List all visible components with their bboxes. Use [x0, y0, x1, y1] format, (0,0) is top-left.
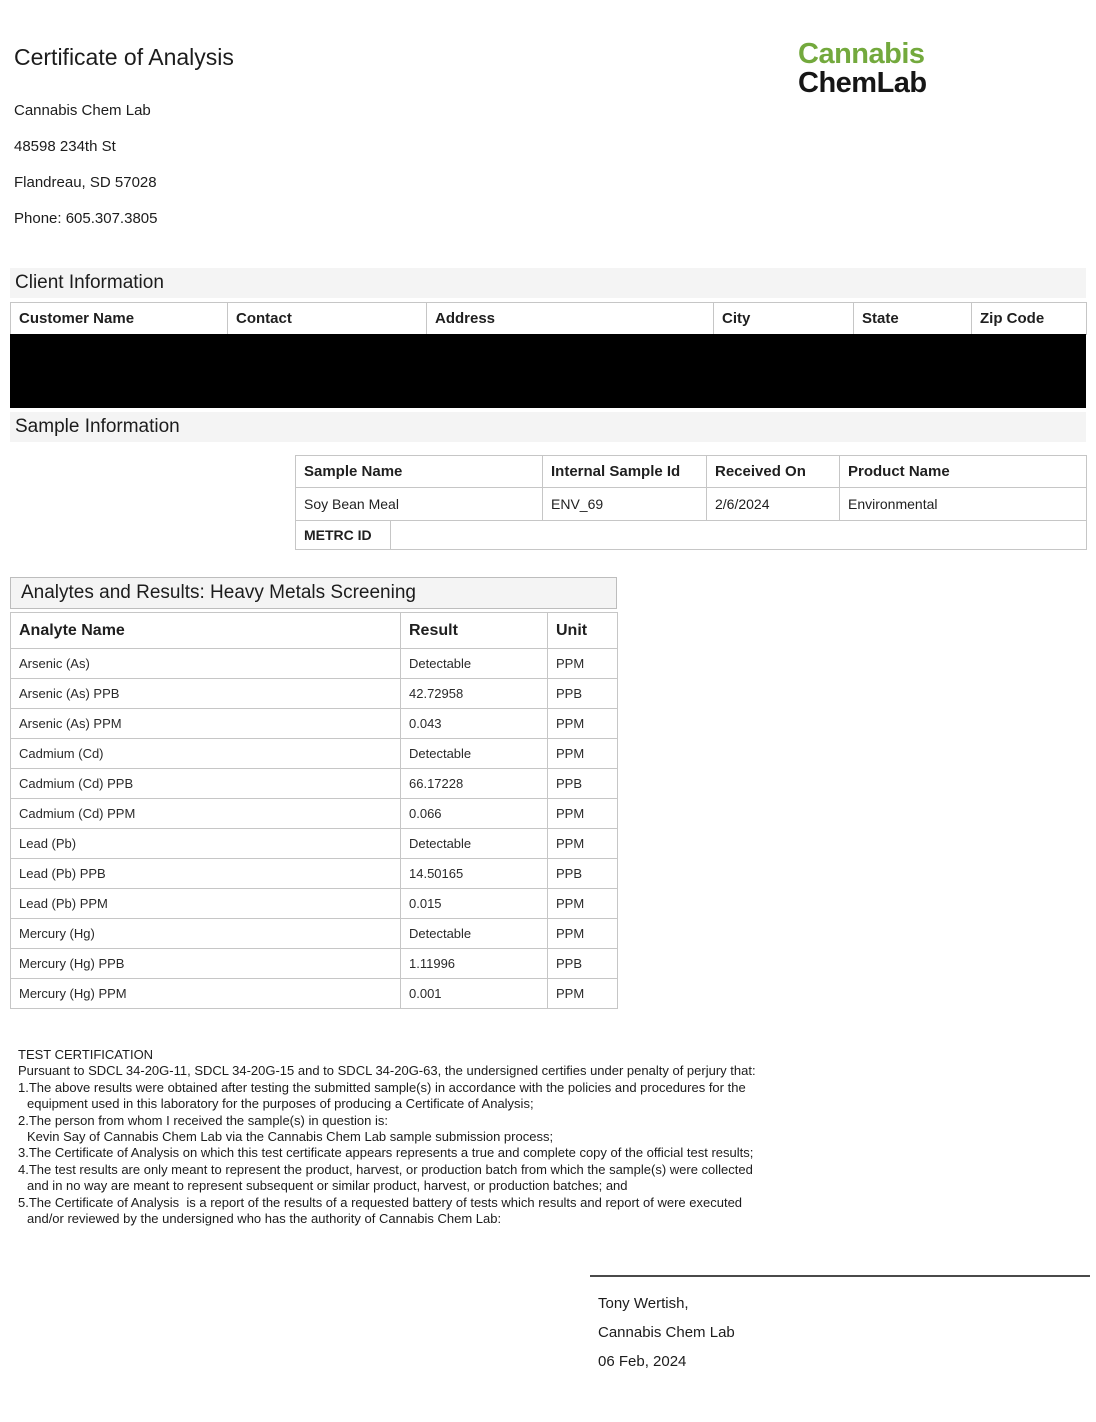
- analyte-unit: PPM: [548, 739, 618, 769]
- table-row: [11, 979, 618, 1009]
- metrc-id-label: METRC ID: [296, 521, 391, 550]
- lab-address-city: Flandreau, SD 57028: [14, 174, 157, 191]
- analyte-name: Arsenic (As) PPB: [11, 679, 401, 709]
- client-info-table: [10, 302, 1087, 335]
- metrc-id-table: [295, 520, 1087, 550]
- col-received-on: Received On: [707, 456, 840, 488]
- col-product-name: Product Name: [840, 456, 1087, 488]
- analyte-name: Lead (Pb) PPB: [11, 859, 401, 889]
- analyte-result: 0.015: [401, 889, 548, 919]
- table-row: [11, 829, 618, 859]
- table-row: [11, 799, 618, 829]
- analyte-unit: PPM: [548, 829, 618, 859]
- col-contact: Contact: [228, 303, 427, 335]
- logo-text-cannabis: Cannabis: [798, 38, 925, 70]
- analyte-name: Mercury (Hg) PPM: [11, 979, 401, 1009]
- analyte-name: Lead (Pb) PPM: [11, 889, 401, 919]
- page-title: Certificate of Analysis: [14, 44, 234, 70]
- col-city: City: [714, 303, 854, 335]
- signatory-org: Cannabis Chem Lab: [598, 1324, 735, 1342]
- sample-info-table: [295, 455, 1087, 521]
- analyte-unit: PPB: [548, 859, 618, 889]
- table-row: [11, 739, 618, 769]
- certification-line: equipment used in this laboratory for the purposes of producing a Certificate of Analysis;: [27, 1096, 534, 1112]
- metrc-id-value: [391, 521, 1087, 550]
- signature-block: [590, 1275, 1090, 1376]
- certification-line: and in no way are meant to represent subsequent or similar product, harvest, or production batches; and: [27, 1178, 628, 1194]
- analyte-result: Detectable: [401, 919, 548, 949]
- sample-data-row: [296, 488, 1087, 521]
- analyte-unit: PPM: [548, 709, 618, 739]
- col-state: State: [854, 303, 972, 335]
- col-customer-name: Customer Name: [11, 303, 228, 335]
- table-row: [11, 859, 618, 889]
- analyte-unit: PPB: [548, 949, 618, 979]
- certification-line: 2.The person from whom I received the sample(s) in question is:: [18, 1112, 388, 1128]
- lab-address-street: 48598 234th St: [14, 138, 116, 155]
- heavy-metals-header-row: [11, 613, 618, 649]
- signatory-name: Tony Wertish,: [598, 1295, 689, 1313]
- analyte-name: Arsenic (As) PPM: [11, 709, 401, 739]
- certification-line: 5.The Certificate of Analysis is a report of the results of a requested battery of tests which results and report of were executed: [18, 1194, 743, 1210]
- signature-date: 06 Feb, 2024: [598, 1353, 687, 1371]
- analytes-section-heading: Analytes and Results: Heavy Metals Screening: [10, 577, 617, 609]
- certification-line: Pursuant to SDCL 34-20G-11, SDCL 34-20G-15 and to SDCL 34-20G-63, the undersigned certifies under penalty of perjury that:: [18, 1063, 756, 1079]
- analyte-name: Cadmium (Cd): [11, 739, 401, 769]
- analyte-result: 42.72958: [401, 679, 548, 709]
- table-row: [11, 649, 618, 679]
- certification-heading: TEST CERTIFICATION: [18, 1047, 154, 1062]
- client-information-section: [10, 268, 1086, 408]
- table-row: [11, 889, 618, 919]
- lab-phone: Phone: 605.307.3805: [14, 210, 158, 227]
- table-row: [11, 919, 618, 949]
- internal-sample-id-value: ENV_69: [543, 488, 707, 521]
- col-unit: Unit: [548, 613, 618, 649]
- analyte-name: Mercury (Hg): [11, 919, 401, 949]
- client-information-heading: Client Information: [10, 268, 1086, 298]
- col-internal-sample-id: Internal Sample Id: [543, 456, 707, 488]
- certification-line: 4.The test results are only meant to represent the product, harvest, or production batch from which the sample(s) were collected: [18, 1161, 753, 1177]
- analyte-name: Cadmium (Cd) PPM: [11, 799, 401, 829]
- col-sample-name: Sample Name: [296, 456, 543, 488]
- col-analyte-name: Analyte Name: [11, 613, 401, 649]
- col-address: Address: [427, 303, 714, 335]
- logo-text-chemlab: ChemLab: [798, 67, 927, 99]
- analyte-result: Detectable: [401, 829, 548, 859]
- analyte-name: Arsenic (As): [11, 649, 401, 679]
- analyte-unit: PPB: [548, 769, 618, 799]
- analyte-result: 0.043: [401, 709, 548, 739]
- client-table-header-row: [11, 303, 1087, 335]
- analyte-result: 66.17228: [401, 769, 548, 799]
- certification-line: and/or reviewed by the undersigned who has the authority of Cannabis Chem Lab:: [27, 1211, 502, 1227]
- analyte-unit: PPM: [548, 649, 618, 679]
- received-on-value: 2/6/2024: [707, 488, 840, 521]
- analyte-result: 14.50165: [401, 859, 548, 889]
- table-row: [11, 949, 618, 979]
- certification-line: 1.The above results were obtained after testing the submitted sample(s) in accordance with the policies and procedures for the: [18, 1079, 746, 1095]
- sample-information-heading: Sample Information: [10, 412, 1086, 442]
- sample-table-header-row: [296, 456, 1087, 488]
- redacted-client-data-block: [10, 334, 1086, 408]
- lab-name: Cannabis Chem Lab: [14, 102, 151, 119]
- document-header: [0, 0, 1096, 228]
- sample-name-value: Soy Bean Meal: [296, 488, 543, 521]
- test-certification-block: [18, 1047, 1096, 1227]
- heavy-metals-table: [10, 612, 618, 1009]
- certification-line: 3.The Certificate of Analysis on which this test certificate appears represents a true and complete copy of the official test results;: [18, 1145, 754, 1161]
- col-result: Result: [401, 613, 548, 649]
- analyte-unit: PPB: [548, 679, 618, 709]
- col-zip-code: Zip Code: [972, 303, 1087, 335]
- analyte-name: Cadmium (Cd) PPB: [11, 769, 401, 799]
- sample-information-section: [10, 412, 1086, 550]
- table-row: [11, 679, 618, 709]
- product-name-value: Environmental: [840, 488, 1087, 521]
- certification-line: Kevin Say of Cannabis Chem Lab via the Cannabis Chem Lab sample submission process;: [27, 1129, 554, 1145]
- analytes-results-section: [10, 577, 1086, 1009]
- analyte-unit: PPM: [548, 889, 618, 919]
- table-row: [11, 769, 618, 799]
- analyte-result: 0.066: [401, 799, 548, 829]
- analyte-unit: PPM: [548, 799, 618, 829]
- sample-table-wrapper: [295, 455, 1086, 550]
- analyte-name: Lead (Pb): [11, 829, 401, 859]
- metrc-id-row: [296, 521, 1087, 550]
- analyte-result: 0.001: [401, 979, 548, 1009]
- analyte-unit: PPM: [548, 919, 618, 949]
- analyte-name: Mercury (Hg) PPB: [11, 949, 401, 979]
- analyte-unit: PPM: [548, 979, 618, 1009]
- table-row: [11, 709, 618, 739]
- analyte-result: Detectable: [401, 649, 548, 679]
- analyte-result: 1.11996: [401, 949, 548, 979]
- analyte-result: Detectable: [401, 739, 548, 769]
- cannabis-chemlab-logo: [798, 40, 927, 98]
